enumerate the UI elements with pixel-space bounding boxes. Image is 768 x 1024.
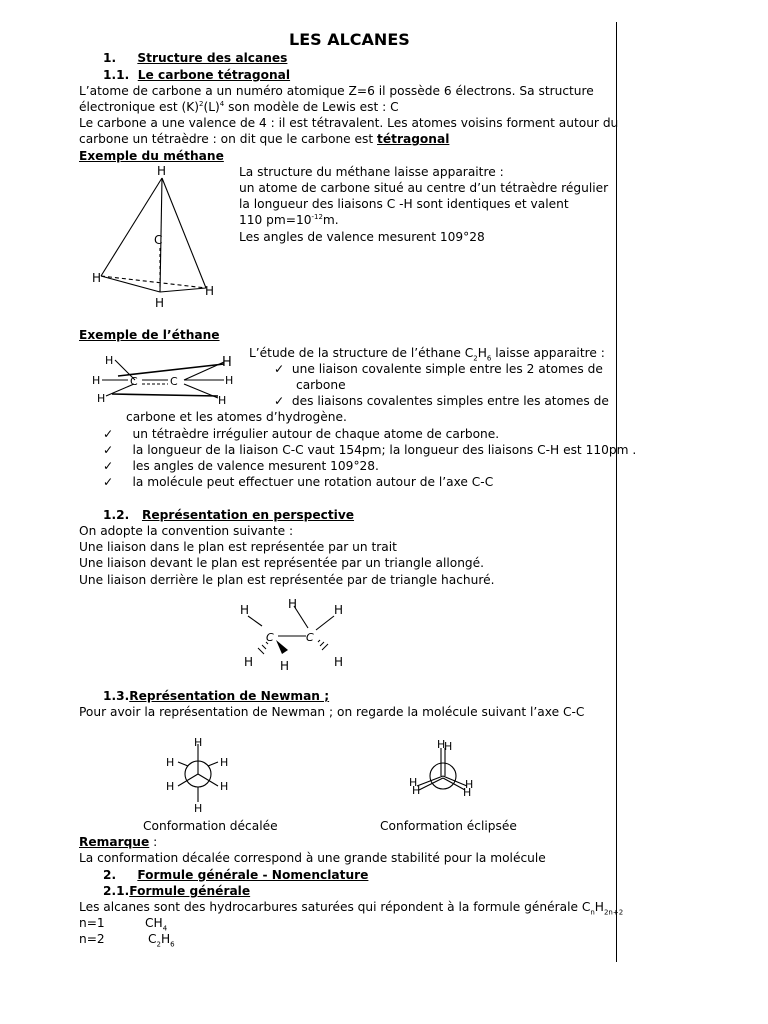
section-1-2-heading: 1.2. Représentation en perspective xyxy=(103,508,355,522)
atom-h: H xyxy=(105,354,114,367)
atom-h: H xyxy=(225,374,234,387)
formula-line: Les alcanes sont des hydrocarbures saturées qui répondent à la formule générale $C_nH_{2n+2}$ xyxy=(79,900,624,917)
atom-h: H xyxy=(205,284,215,298)
atom-h: H xyxy=(412,784,421,797)
atom-h: H xyxy=(157,164,167,178)
paragraph-line: L’atome de carbone a un numéro atomique Z=6 il possède 6 électrons. Sa structure xyxy=(79,84,594,98)
atom-h: H xyxy=(288,597,298,611)
hashed-bond xyxy=(318,640,328,650)
caption-eclipsed: Conformation éclipsée xyxy=(380,819,517,833)
ethane-structure-diagram xyxy=(90,350,240,408)
formula-value: $C_2H_6$ xyxy=(148,932,175,949)
atom-h: H xyxy=(218,394,227,407)
remark-heading: Remarque : xyxy=(79,835,158,849)
formula-value: $CH_4$ xyxy=(145,916,168,933)
section-2-1-heading: 2.1.Formule générale xyxy=(103,884,251,898)
atom-c: C xyxy=(266,631,274,644)
atom-h: H xyxy=(222,355,232,370)
ethane-bullet: ✓ la molécule peut effectuer une rotation autour de l’axe C-C xyxy=(103,475,494,489)
ethane-heading: Exemple de l’éthane xyxy=(79,328,220,342)
atom-h: H xyxy=(92,271,102,285)
methane-text-line: La structure du méthane laisse apparaitre : xyxy=(239,165,504,179)
atom-h: H xyxy=(97,392,106,405)
atom-h: H xyxy=(444,740,453,753)
atom-h: H xyxy=(220,780,229,793)
methane-text-line: un atome de carbone situé au centre d’un tétraèdre régulier xyxy=(239,181,609,195)
atom-h: H xyxy=(155,296,165,310)
atom-h: H xyxy=(280,659,290,673)
wedge-bond xyxy=(276,640,288,654)
atom-h: H xyxy=(334,603,344,617)
section-1-heading: 1. Structure des alcanes xyxy=(103,51,288,65)
ethane-bullet: ✓ une liaison covalente simple entre les 2 atomes de xyxy=(274,362,603,376)
methane-heading: Exemple du méthane xyxy=(79,149,224,163)
atom-h: H xyxy=(92,374,101,387)
atom-c: C xyxy=(154,233,163,247)
methane-text-line: la longueur des liaisons C -H sont identiques et valent xyxy=(239,197,569,211)
perspective-line: Une liaison devant le plan est représentée par un triangle allongé. xyxy=(79,556,485,570)
ethane-intro: L’étude de la structure de l’éthane $C_2H_6$ laisse apparaitre : xyxy=(249,346,605,363)
ethane-bullet: ✓ un tétraèdre irrégulier autour de chaque atome de carbone. xyxy=(103,427,500,441)
paragraph-line: carbone un tétraèdre : on dit que le carbone est tétragonal xyxy=(79,132,450,146)
perspective-line: On adopte la convention suivante : xyxy=(79,524,294,538)
remark-text: La conformation décalée correspond à une grande stabilité pour la molécule xyxy=(79,851,546,865)
perspective-line: Une liaison dans le plan est représentée par un trait xyxy=(79,540,397,554)
caption-staggered: Conformation décalée xyxy=(143,819,278,833)
atom-h: H xyxy=(194,802,203,815)
atom-h: H xyxy=(166,780,175,793)
atom-h: H xyxy=(220,756,229,769)
methane-tetrahedron-diagram xyxy=(88,160,228,310)
section-1-3-heading: 1.3.Représentation de Newman ; xyxy=(103,689,330,703)
newman-eclipsed-diagram xyxy=(405,736,475,800)
atom-h: H xyxy=(334,655,344,669)
atom-h: H xyxy=(465,778,474,791)
atom-c: C xyxy=(130,375,138,388)
atom-h: H xyxy=(240,603,250,617)
atom-h: H xyxy=(437,738,446,751)
newman-intro: Pour avoir la représentation de Newman ; on regarde la molécule suivant l’axe C-C xyxy=(79,705,585,719)
ethane-bullet-cont: carbone et les atomes d’hydrogène. xyxy=(126,410,347,424)
atom-h: H xyxy=(244,655,254,669)
atom-c: C xyxy=(170,375,178,388)
ethane-bullet: ✓ les angles de valence mesurent 109°28. xyxy=(103,459,379,473)
atom-c: C xyxy=(306,631,314,644)
atom-h: H xyxy=(166,756,175,769)
ethane-perspective-diagram xyxy=(232,596,352,672)
ethane-bullet: ✓ des liaisons covalentes simples entre les atomes de xyxy=(274,394,609,408)
atom-h: H xyxy=(409,776,418,789)
page-right-rule xyxy=(616,22,617,962)
methane-text-line: Les angles de valence mesurent 109°28 xyxy=(239,230,485,244)
paragraph-line: Le carbone a une valence de 4 : il est tétravalent. Les atomes voisins forment autour du xyxy=(79,116,619,130)
page-title: LES ALCANES xyxy=(289,30,410,49)
methane-text-line: 110 $pm=10^{-12}m$. xyxy=(239,212,339,227)
atom-h: H xyxy=(194,736,203,749)
formula-row: n=2 xyxy=(79,932,105,946)
paragraph-line: électronique est $(K)^2(L)^4$ son modèle de Lewis est : C xyxy=(79,99,399,114)
ethane-bullet: ✓ la longueur de la liaison C-C vaut 154pm; la longueur des liaisons C-H est 110pm . xyxy=(103,443,637,457)
atom-h: H xyxy=(463,786,472,799)
section-1-1-heading: 1.1. Le carbone tétragonal xyxy=(103,68,291,82)
ethane-bullet-cont: carbone xyxy=(296,378,346,392)
formula-row: n=1 xyxy=(79,916,105,930)
newman-staggered-diagram xyxy=(160,736,240,816)
section-2-heading: 2. Formule générale - Nomenclature xyxy=(103,868,369,882)
perspective-line: Une liaison derrière le plan est représentée par de triangle hachuré. xyxy=(79,573,495,587)
